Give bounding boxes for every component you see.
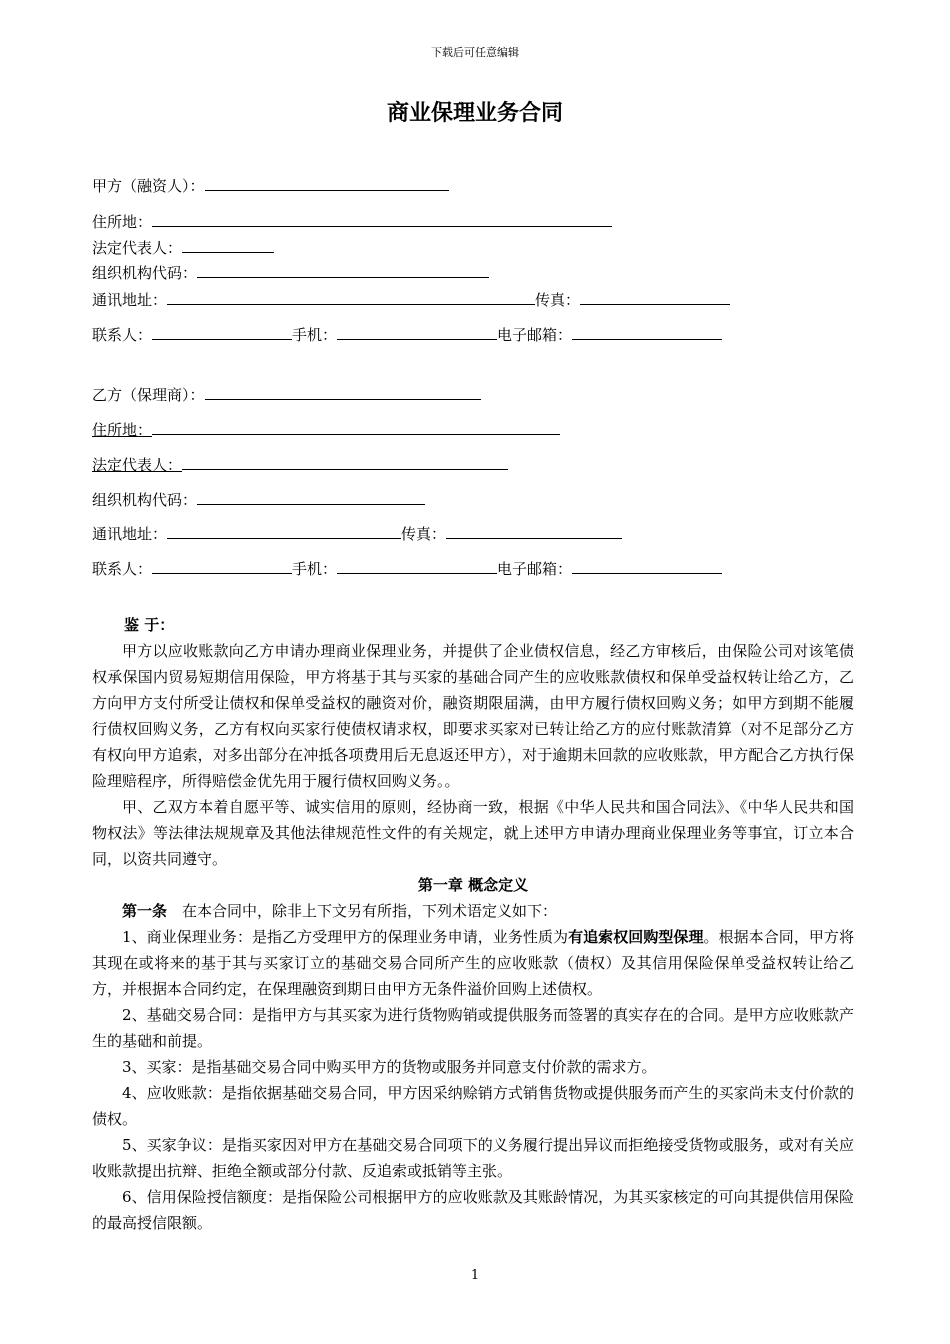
definition-1-pre: 1、商业保理业务：是指乙方受理甲方的保理业务申请，业务性质为 [122,928,569,946]
party-a-fax-blank [580,288,730,305]
party-a-org-code-blank [197,261,489,278]
party-b-address-line [92,418,560,440]
party-a-contact-blank [152,323,292,340]
party-b-fax-label: 传真： [401,525,447,543]
party-a-mail-label: 通讯地址： [92,291,168,309]
header-note: 下载后可任意编辑 [431,46,519,59]
party-a-mail-blank [167,288,535,305]
party-a-legal-rep-blank [182,236,274,253]
article-1 [92,898,854,924]
article-1-text: 在本合同中，除非上下文另有所指，下列术语定义如下： [167,902,558,920]
party-a-label: 甲方（融资人）： [92,177,205,195]
party-a-name-line [92,174,449,196]
party-a-fax-label: 传真： [535,291,581,309]
chapter-1-heading: 第一章 概念定义 [417,876,529,894]
party-a-address-label: 住所地： [92,213,153,231]
party-a-org-code-label: 组织机构代码： [92,264,198,282]
party-a-contact-label: 联系人： [92,326,153,344]
party-b-org-code-label: 组织机构代码： [92,491,198,509]
party-b-address-blank [152,418,560,435]
party-b-label: 乙方（保理商）： [92,386,205,404]
party-b-contact-label: 联系人： [92,560,153,578]
party-b-mobile-blank [337,557,497,574]
party-b-mail-blank [167,522,401,539]
party-b-org-code-blank [197,488,425,505]
party-b-address-label: 住所地： [92,421,153,439]
party-a-legal-rep-label: 法定代表人： [92,239,183,257]
party-b-fax-blank [446,522,622,539]
party-a-address-blank [152,210,612,227]
party-a-legal-rep-line [92,236,274,258]
party-b-mail-line [92,522,622,544]
party-b-mail-label: 通讯地址： [92,525,168,543]
party-a-contact-line [92,323,722,345]
party-b-legal-rep-line [92,453,508,475]
party-b-org-code-line [92,488,425,510]
definition-5: 5、买家争议：是指买家因对甲方在基础交易合同项下的义务履行提出异议而拒绝接受货物或服务，或对有关应收账款提出抗辩、拒绝全额或部分付款、反追索或抵销等主张。 [92,1136,854,1180]
recital-paragraph-1: 甲方以应收账款向乙方申请办理商业保理业务，并提供了企业债权信息，经乙方审核后，由保险公司对该笔债权承保国内贸易短期信用保险，甲方将基于其与买家的基础合同产生的应收账款债权和保单受益权转让给乙方，乙方向甲方支付所受让债权和保单受益权的融资对价，融资期限届满，由甲方履行债权回购义务；如甲方到期不能履行债权回购义务，乙方有权向买家行使债权请求权，即要求买家对已转让给乙方的应付账款清算（对不足部分乙方有权向甲方追索，对多出部分在冲抵各项费用后无息返还甲方），对于逾期未回款的应收账款，甲方配合乙方执行保险理赔程序，所得赔偿金优先用于履行债权回购义务。。 [92,642,854,790]
party-b-contact-line [92,557,722,579]
party-b-legal-rep-blank [182,453,508,470]
party-a-mobile-label: 手机： [292,326,338,344]
party-a-mobile-blank [337,323,497,340]
definition-4: 4、应收账款：是指依据基础交易合同，甲方因采纳赊销方式销售货物或提供服务而产生的买家尚未支付价款的债权。 [92,1084,854,1128]
party-a-org-code-line [92,261,489,283]
definition-6: 6、信用保险授信额度：是指保险公司根据甲方的应收账款及其账龄情况，为其买家核定的可向其提供信用保险的最高授信限额。 [92,1188,854,1232]
definition-2: 2、基础交易合同：是指甲方与其买家为进行货物购销或提供服务而签署的真实存在的合同。是甲方应收账款产生的基础和前提。 [92,1006,854,1050]
party-b-mobile-label: 手机： [292,560,338,578]
definition-1-bold: 有追索权回购型保理 [568,928,704,946]
party-a-name-blank [205,174,449,191]
party-b-name-line [92,383,481,405]
recital-paragraph-2: 甲、乙双方本着自愿平等、诚实信用的原则，经协商一致，根据《中华人民共和国合同法》、《中华人民共和国物权法》等法律法规规章及其他法律规范性文件的有关规定，就上述甲方申请办理商业保理业务等事宜，订立本合同，以资共同遵守。 [92,798,854,868]
recitals-heading: 鉴 于： [124,616,175,634]
party-b-contact-blank [152,557,292,574]
page-number: 1 [470,1268,480,1283]
party-a-email-label: 电子邮箱： [497,326,573,344]
contract-body [92,612,854,1236]
party-a-address-line [92,210,612,232]
party-b-legal-rep-label: 法定代表人： [92,456,183,474]
party-b-email-label: 电子邮箱： [497,560,573,578]
party-b-email-blank [572,557,722,574]
definition-1 [92,924,854,1002]
article-1-label: 第一条 [122,902,168,920]
party-b-name-blank [205,383,481,400]
contract-title: 商业保理业务合同 [386,101,563,126]
party-a-mail-line [92,288,730,310]
definition-3: 3、买家：是指基础交易合同中购买甲方的货物或服务并同意支付价款的需求方。 [122,1058,657,1076]
definition-1-post: 。根据本合同，甲方将其现在或将来的基于其与买家订立的基础交易合同所产生的应收账款（债权）及其信用保险保单受益权转让给乙方，并根据本合同约定，在保理融资到期日由甲方无条件溢价回购上述债权。 [92,928,854,998]
party-a-email-blank [572,323,722,340]
